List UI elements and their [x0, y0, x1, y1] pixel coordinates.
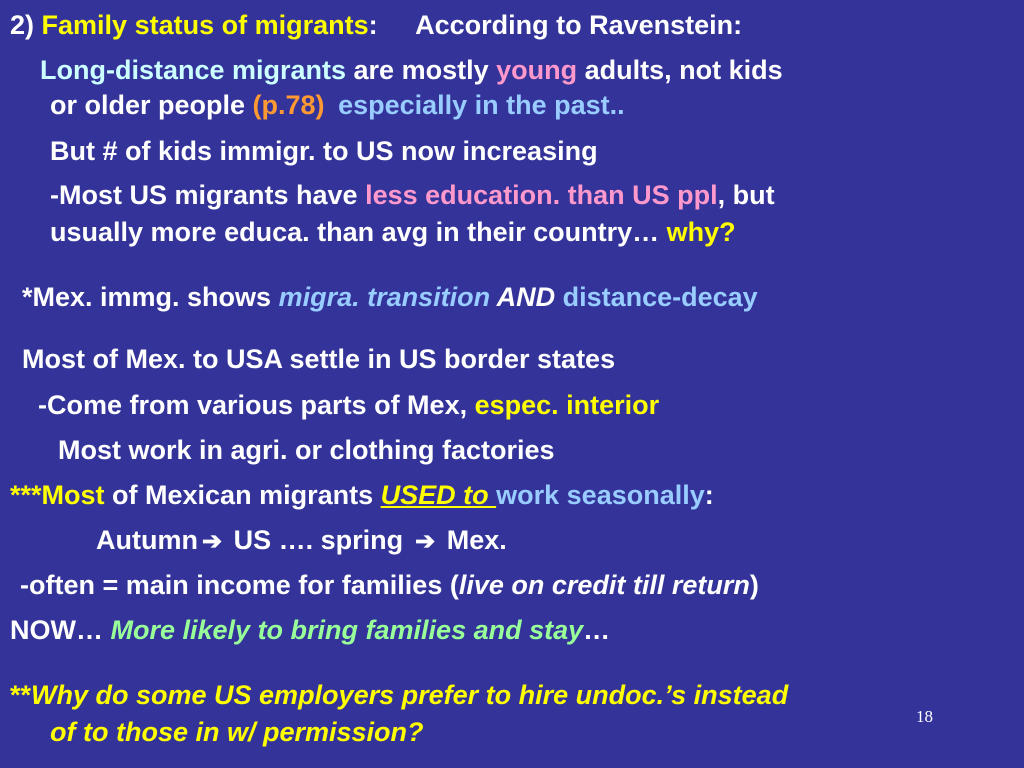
text-fragment: …	[583, 615, 611, 645]
section-heading: Family status of migrants	[41, 10, 369, 40]
text-fragment: Most of Mex. to USA settle in US border states	[22, 344, 616, 374]
line-long-distance	[40, 53, 783, 87]
page-reference: (p.78)	[252, 90, 325, 120]
text-fragment: , but	[717, 180, 775, 210]
past-emphasis: especially in the past..	[338, 90, 625, 120]
text-fragment: are mostly	[346, 55, 497, 85]
arrow-right-icon: ➔	[415, 528, 436, 555]
young-term: young	[496, 55, 578, 85]
text-fragment: Mex.	[446, 525, 507, 555]
text-fragment: US …. spring	[233, 525, 404, 555]
line-older-people	[50, 88, 625, 122]
text-fragment: Most work in agri. or clothing factories	[58, 435, 555, 465]
and-word: AND	[490, 282, 563, 312]
line-now	[10, 613, 610, 647]
line-mex-immg	[22, 280, 758, 314]
less-education-term: less education. than US ppl	[365, 180, 718, 210]
line-autumn-spring	[96, 523, 507, 559]
text-fragment: *Mex. immg. shows	[22, 282, 279, 312]
employers-question: Why do some US employers prefer to hire undoc.’s instead	[31, 680, 789, 710]
text-fragment: But # of kids immigr. to US now increasing	[50, 136, 598, 166]
text-fragment: or older people	[50, 90, 253, 120]
section-number: 2)	[10, 10, 35, 40]
line-education	[50, 178, 775, 212]
text-fragment: )	[749, 570, 759, 600]
line-border-states	[22, 342, 615, 376]
text-fragment: :	[704, 480, 714, 510]
migra-transition-term: migra. transition	[278, 282, 491, 312]
text-fragment: NOW…	[10, 615, 111, 645]
line-kids-increasing	[50, 134, 598, 168]
double-asterisk: **	[10, 680, 32, 710]
ravenstein-reference: According to Ravenstein:	[415, 10, 743, 40]
text-fragment: -often = main income for families (	[20, 570, 459, 600]
text-fragment: -Come from various parts of Mex,	[38, 390, 475, 420]
families-stay-term: More likely to bring families and stay	[110, 615, 584, 645]
line-seasonal	[10, 478, 714, 512]
most-term: Most	[41, 480, 105, 510]
text-fragment: -Most US migrants have	[50, 180, 366, 210]
line-main-income	[20, 568, 759, 602]
long-distance-term: Long-distance migrants	[40, 55, 347, 85]
line-agri-factories	[58, 433, 555, 467]
line-employers-question	[10, 678, 788, 712]
credit-term: live on credit till return	[458, 570, 750, 600]
line-various-parts	[38, 388, 659, 422]
line-family-status	[10, 8, 742, 42]
text-fragment: Autumn	[96, 525, 198, 555]
permission-question: of to those in w/ permission?	[50, 717, 424, 747]
why-question: why?	[666, 217, 736, 247]
text-fragment: of Mexican migrants	[104, 480, 381, 510]
used-to-term: USED to	[380, 480, 497, 510]
distance-decay-term: distance-decay	[562, 282, 758, 312]
arrow-right-icon: ➔	[201, 528, 223, 555]
line-permission	[50, 715, 424, 749]
heading-colon: :	[368, 10, 378, 40]
text-fragment: usually more educa. than avg in their country…	[50, 217, 667, 247]
seasonally-term: seasonally	[559, 480, 705, 510]
line-country-avg	[50, 215, 736, 249]
page-number: 18	[916, 707, 933, 726]
work-term: work	[496, 480, 560, 510]
text-fragment: adults, not kids	[577, 55, 783, 85]
asterisks: ***	[10, 480, 42, 510]
interior-term: espec. interior	[474, 390, 660, 420]
